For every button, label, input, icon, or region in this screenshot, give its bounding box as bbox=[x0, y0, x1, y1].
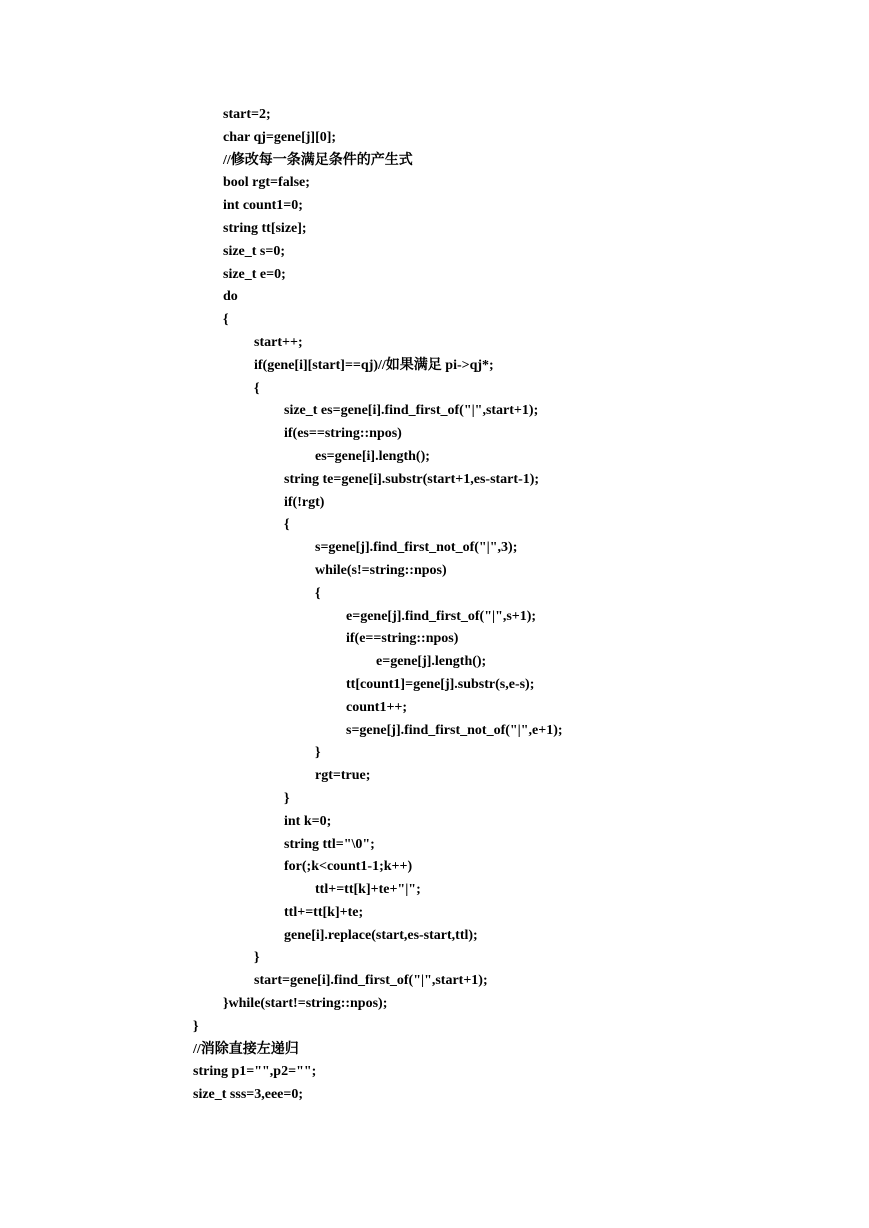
code-line: e=gene[j].find_first_of("|",s+1); bbox=[346, 608, 537, 624]
code-line: if(gene[i][start]==qj)//如果满足 pi->qj*; bbox=[254, 357, 494, 373]
code-line: }while(start!=string::npos); bbox=[223, 996, 388, 1012]
code-line: size_t sss=3,eee=0; bbox=[193, 1087, 304, 1103]
code-line: { bbox=[284, 517, 290, 533]
code-line: e=gene[j].length(); bbox=[376, 654, 487, 670]
code-line: s=gene[j].find_first_not_of("|",e+1); bbox=[346, 722, 563, 738]
code-line: string ttl="\0"; bbox=[284, 836, 375, 852]
code-line: ttl+=tt[k]+te; bbox=[284, 904, 364, 920]
code-line: size_t e=0; bbox=[223, 266, 286, 282]
code-line: char qj=gene[j][0]; bbox=[223, 129, 337, 145]
code-line: size_t es=gene[i].find_first_of("|",start+1); bbox=[284, 403, 539, 419]
code-line: start=2; bbox=[223, 107, 271, 122]
code-line: s=gene[j].find_first_not_of("|",3); bbox=[315, 540, 518, 556]
code-line: string p1="",p2=""; bbox=[193, 1064, 317, 1080]
code-line: start++; bbox=[254, 334, 303, 350]
code-line: ttl+=tt[k]+te+"|"; bbox=[315, 882, 421, 898]
code-line: rgt=true; bbox=[315, 768, 371, 784]
code-block bbox=[0, 104, 869, 1107]
code-line: start=gene[i].find_first_of("|",start+1); bbox=[254, 973, 488, 989]
code-line: if(e==string::npos) bbox=[346, 631, 459, 647]
code-line: } bbox=[284, 790, 290, 806]
code-line: //修改每一条满足条件的产生式 bbox=[223, 152, 413, 168]
code-line: int count1=0; bbox=[223, 198, 303, 214]
code-line: } bbox=[193, 1018, 199, 1034]
code-line: { bbox=[223, 312, 229, 328]
code-line: { bbox=[254, 380, 260, 396]
code-line: while(s!=string::npos) bbox=[315, 562, 447, 578]
code-line: int k=0; bbox=[284, 813, 332, 829]
code-line: count1++; bbox=[346, 699, 408, 715]
code-line: size_t s=0; bbox=[223, 243, 286, 259]
code-line: gene[i].replace(start,es-start,ttl); bbox=[284, 927, 478, 943]
code-line: if(es==string::npos) bbox=[284, 426, 402, 442]
code-line: bool rgt=false; bbox=[223, 175, 310, 191]
code-line: string te=gene[i].substr(start+1,es-start-1); bbox=[284, 471, 540, 487]
code-line: if(!rgt) bbox=[284, 494, 325, 510]
code-line: for(;k<count1-1;k++) bbox=[284, 859, 413, 875]
code-line: { bbox=[315, 585, 321, 601]
code-line: } bbox=[254, 950, 260, 966]
code-line: string tt[size]; bbox=[223, 220, 307, 236]
code-line: } bbox=[315, 745, 321, 761]
code-line: tt[count1]=gene[j].substr(s,e-s); bbox=[346, 676, 535, 692]
code-line: do bbox=[223, 289, 238, 305]
code-line: //消除直接左递归 bbox=[193, 1041, 299, 1057]
code-line: es=gene[i].length(); bbox=[315, 448, 430, 464]
